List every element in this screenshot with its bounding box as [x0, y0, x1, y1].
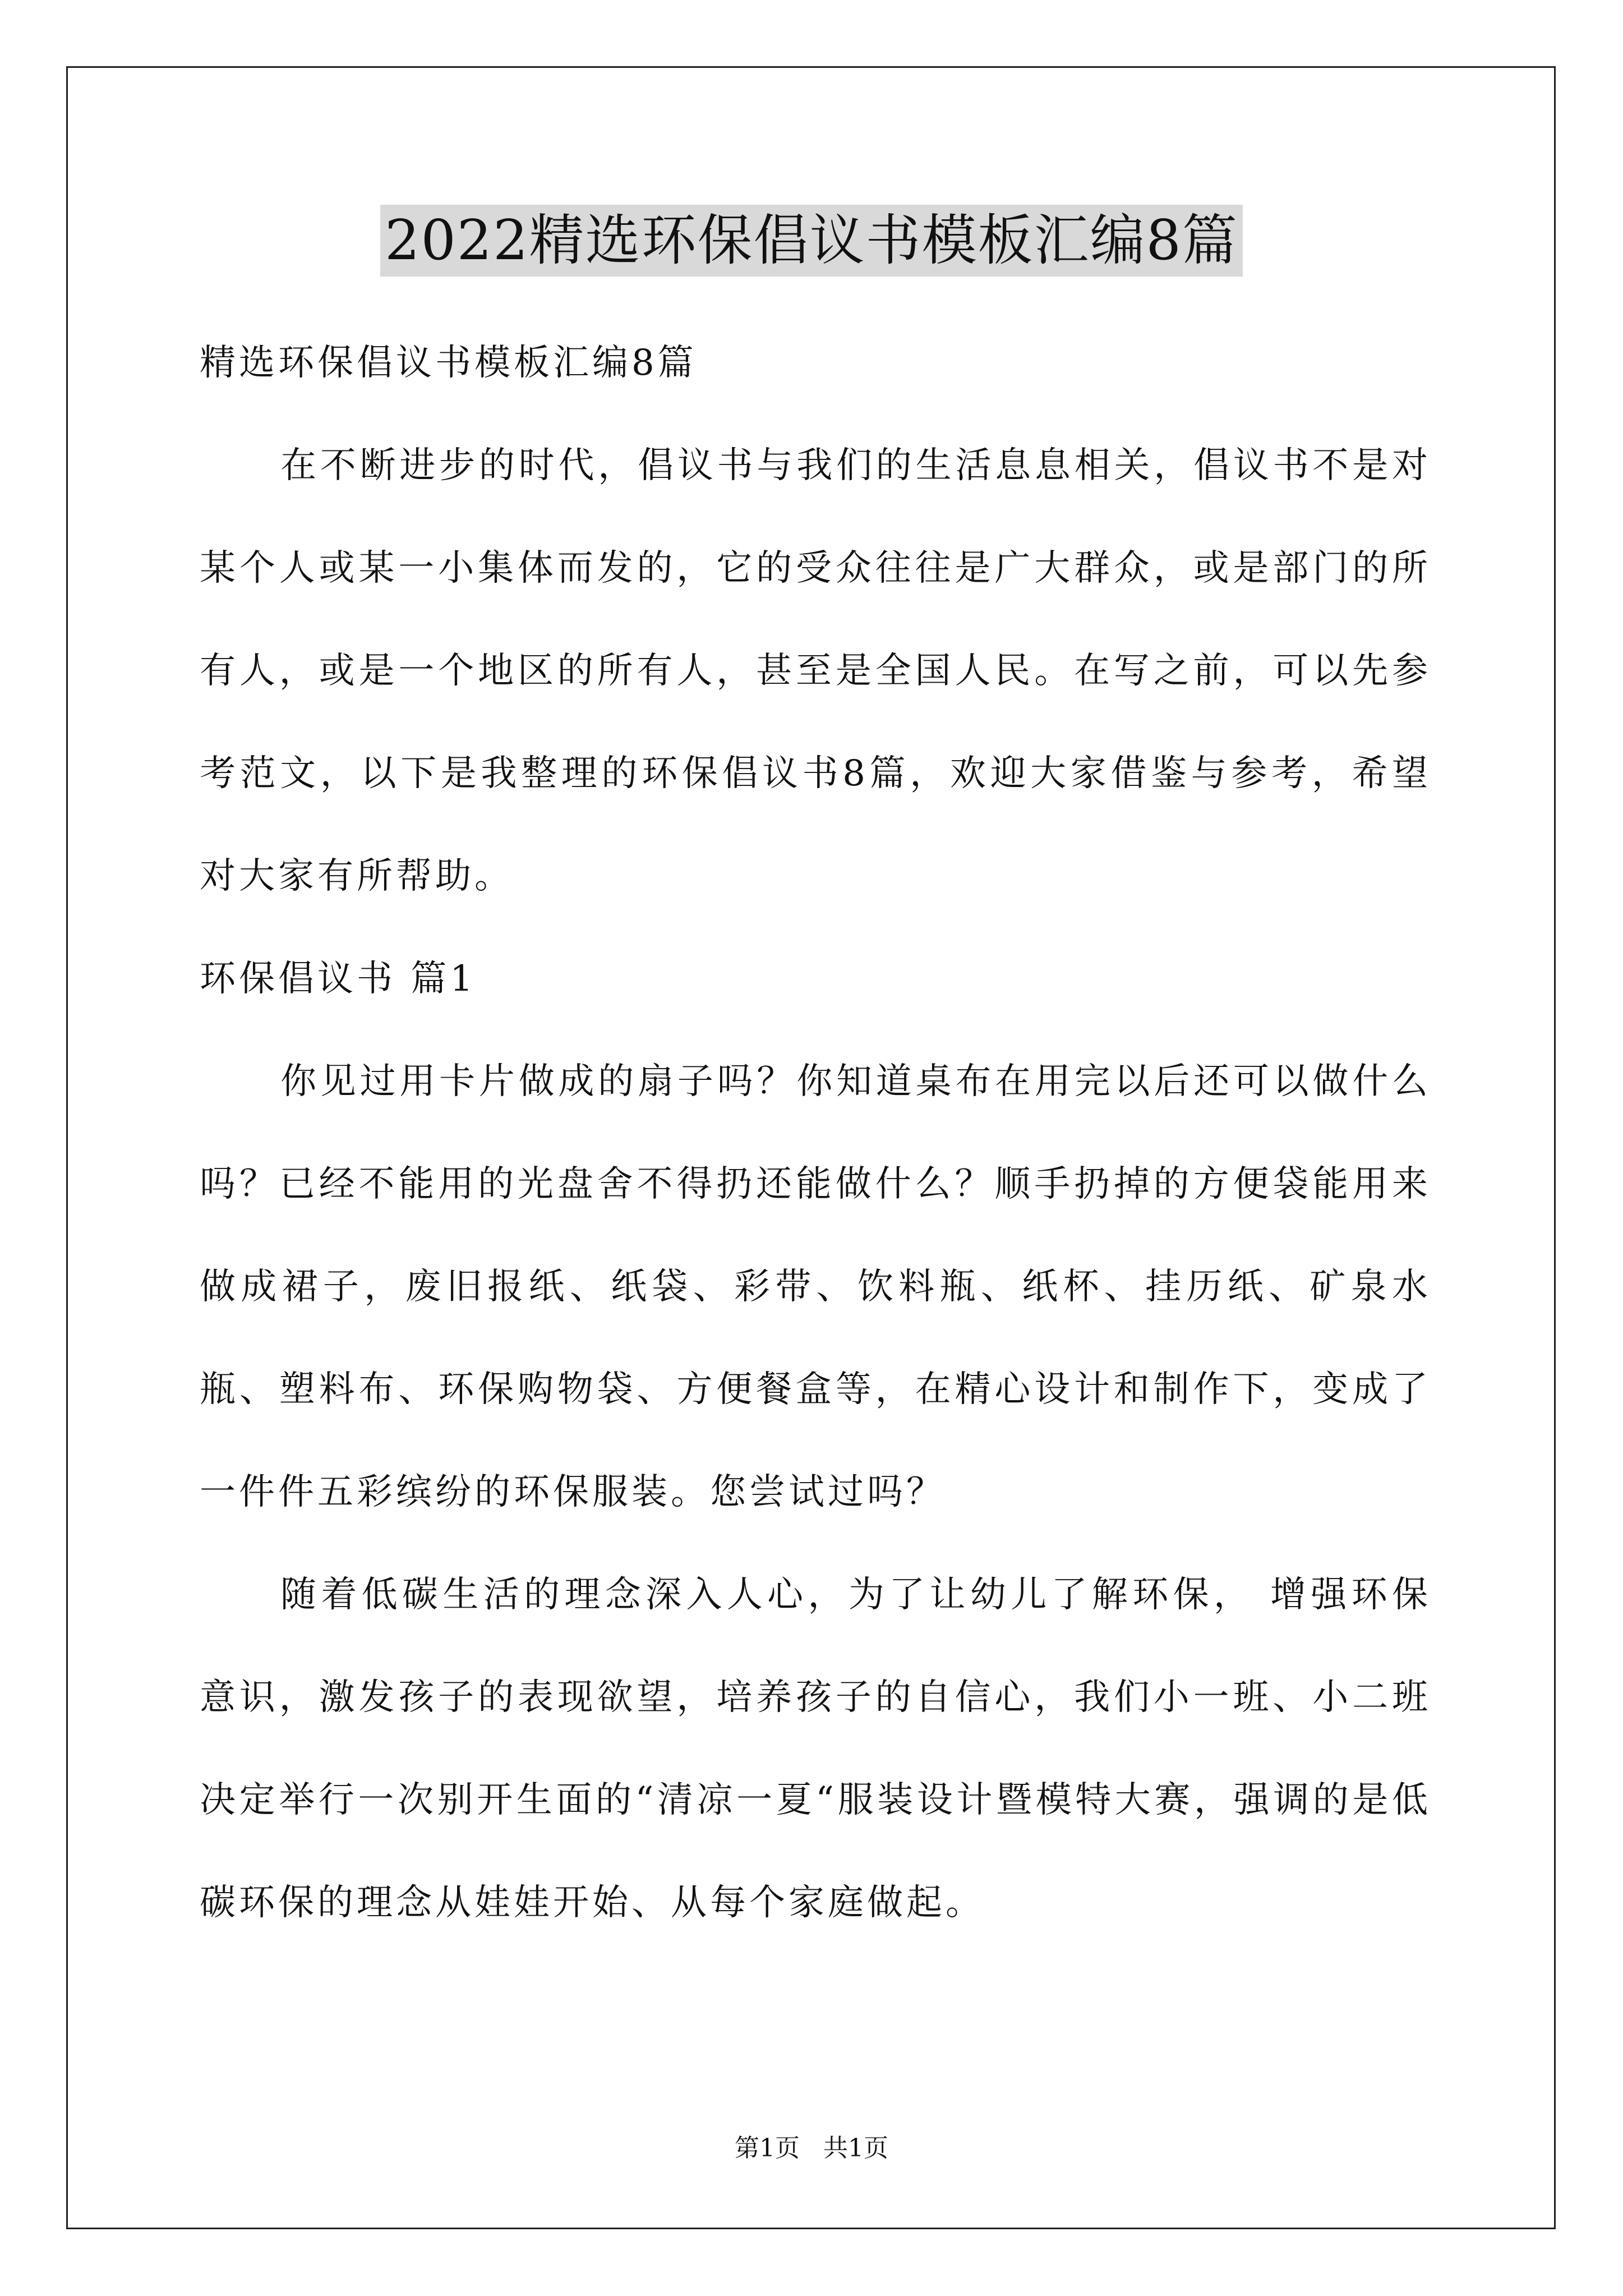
- document-subtitle: 精选环保倡议书模板汇编8篇: [200, 342, 697, 384]
- document-title: 2022精选环保倡议书模板汇编8篇: [380, 205, 1243, 277]
- intro-paragraph: 在不断进步的时代，倡议书与我们的生活息息相关，倡议书不是对某个人或某一小集体而发的，它的受众往往是广大群众，或是部门的所有人，或是一个地区的所有人，甚至是全国人民。在写之前，可以先参考范文，以下是我整理的环保倡议书8篇，欢迎大家借鉴与参考，希望对大家有所帮助。: [200, 445, 1431, 897]
- document-body: [200, 312, 1431, 1954]
- body-paragraph-2: 随着低碳生活的理念深入人心，为了让幼儿了解环保， 增强环保意识，激发孩子的表现欲望，培养孩子的自信心，我们小一班、小二班决定举行一次别开生面的“清凉一夏“服装设计暨模特大赛，强调的是低碳环保的理念从娃娃开始、从每个家庭做起。: [200, 1574, 1431, 1924]
- page-footer: 第1页 共1页: [735, 2134, 888, 2162]
- body-paragraph-1: 你见过用卡片做成的扇子吗？你知道桌布在用完以后还可以做什么吗？已经不能用的光盘舍不得扔还能做什么？顺手扔掉的方便袋能用来做成裙子，废旧报纸、纸袋、彩带、饮料瓶、纸杯、挂历纸、矿泉水瓶、塑料布、环保购物袋、方便餐盒等，在精心设计和制作下，变成了一件件五彩缤纷的环保服装。您尝试过吗？: [200, 1061, 1431, 1513]
- section-heading: 环保倡议书 篇1: [200, 958, 477, 1000]
- title-container: [0, 205, 1623, 277]
